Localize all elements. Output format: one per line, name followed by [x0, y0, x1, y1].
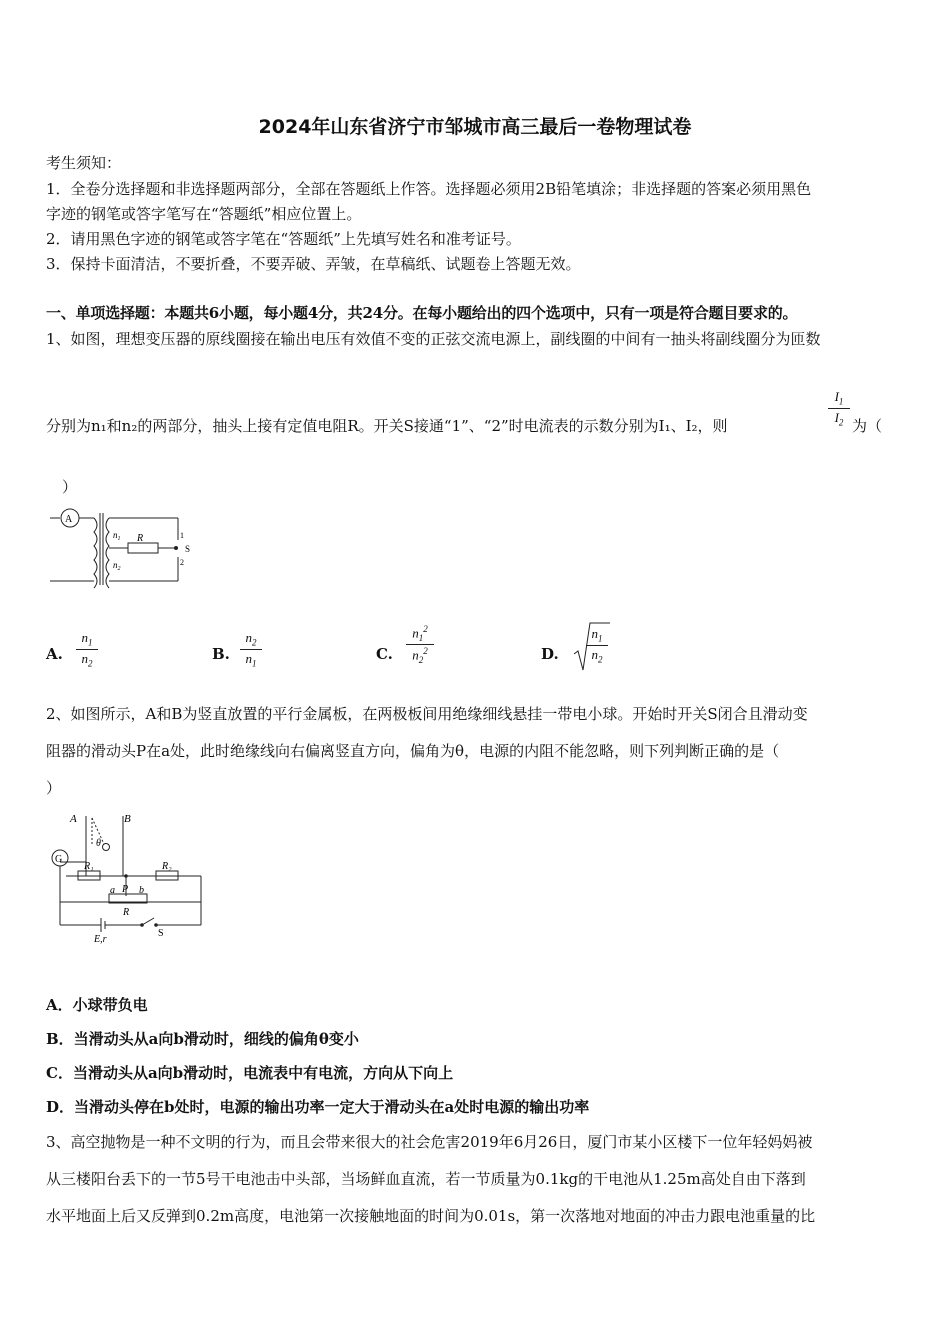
section-heading: 一、单项选择题：本题共6小题，每小题4分，共24分。在每小题给出的四个选项中，只有一项是符合题目要求的。 [46, 304, 798, 322]
svg-text:R: R [123, 907, 130, 918]
notice-item-2: 2．请用黑色字迹的钢笔或答字笔在“答题纸”上先填写姓名和准考证号。 [46, 230, 521, 248]
q2-option-a[interactable]: A．小球带负电 [46, 996, 148, 1014]
q1-option-a-value: $n_1$ $n_2$ [76, 630, 98, 668]
svg-text:A: A [70, 813, 77, 825]
q1-option-c-label[interactable]: C. [376, 645, 393, 663]
q1-option-d-value: $n_1$ $n_2$ [586, 626, 608, 664]
q1-stem-tail: 为（ [852, 417, 883, 435]
notice-item-1-cont: 字迹的钢笔或答字笔写在“答题纸”相应位置上。 [46, 205, 362, 223]
q1-close-paren: ） [62, 478, 78, 496]
q1-option-b-label[interactable]: B. [212, 645, 230, 663]
svg-text:2: 2 [180, 558, 184, 567]
q3-stem-line2: 从三楼阳台丢下的一节5号干电池击中头部，当场鲜血直流，若一节质量为0.1kg的干电池从1.25m高处自由下落到 [46, 1170, 806, 1188]
notice-heading: 考生须知： [46, 154, 122, 172]
svg-text:θ: θ [96, 838, 101, 849]
svg-text:b: b [139, 885, 144, 896]
q3-stem-line1: 3、高空抛物是一种不文明的行为，而且会带来很大的社会危害2019年6月26日，厦门市某小区楼下一位年轻妈妈被 [46, 1133, 813, 1151]
resistor-r [128, 543, 158, 553]
q1-current-ratio: $I_1$ $I_2$ [828, 389, 850, 427]
notice-item-1: 1．全卷分选择题和非选择题两部分，全部在答题纸上作答。选择题必须用2B铅笔填涂；非选择题的答案必须用黑色 [46, 180, 812, 198]
q1-option-d-label[interactable]: D. [541, 645, 559, 663]
q2-circuit-diagram [46, 810, 211, 945]
svg-text:a: a [110, 885, 115, 896]
q2-close-paren: ） [46, 779, 62, 797]
svg-text:S: S [185, 544, 191, 554]
q1-stem-line1: 1、如图，理想变压器的原线圈接在输出电压有效值不变的正弦交流电源上，副线圈的中间有一抽头将副线圈分为匝数 [46, 330, 821, 348]
q1-option-c-value: $n_1^2$ $n_2^2$ [406, 624, 434, 665]
q2-option-b[interactable]: B．当滑动头从a向b滑动时，细线的偏角θ变小 [46, 1030, 359, 1048]
q1-transformer-diagram [46, 505, 196, 590]
svg-text:n2: $n_2$ [113, 560, 121, 572]
svg-text:S: S [158, 928, 164, 939]
svg-text:A: A [65, 514, 73, 525]
svg-text:R: R [137, 533, 144, 544]
q1-option-a-label[interactable]: A. [46, 645, 63, 663]
svg-text:B: B [124, 813, 131, 825]
svg-text:n1: $n_1$ [113, 530, 121, 542]
svg-text:R₁: R₁ [84, 861, 94, 872]
page-title: 2024年山东省济宁市邹城市高三最后一卷物理试卷 [258, 116, 692, 138]
q2-option-d[interactable]: D．当滑动头停在b处时，电源的输出功率一定大于滑动头在a处时电源的输出功率 [46, 1098, 590, 1116]
q2-option-c[interactable]: C．当滑动头从a向b滑动时，电流表中有电流，方向从下向上 [46, 1064, 454, 1082]
q3-stem-line3: 水平地面上后又反弹到0.2m高度，电池第一次接触地面的时间为0.01s，第一次落地对地面的冲击力跟电池重量的比 [46, 1207, 816, 1225]
svg-text:G: G [55, 854, 63, 865]
svg-text:1: 1 [180, 531, 184, 540]
svg-text:P: P [122, 884, 129, 895]
notice-item-3: 3．保持卡面清洁，不要折叠，不要弄破、弄皱，在草稿纸、试题卷上答题无效。 [46, 255, 581, 273]
svg-text:E,r: E,r [94, 934, 107, 945]
q1-option-b-value: $n_2$ $n_1$ [240, 630, 262, 668]
q2-stem-line1: 2、如图所示，A和B为竖直放置的平行金属板，在两极板间用绝缘细线悬挂一带电小球。开始时开关S闭合且滑动变 [46, 705, 808, 723]
q2-stem-line2: 阻器的滑动头P在a处，此时绝缘线向右偏离竖直方向，偏角为θ，电源的内阻不能忽略，则下列判断正确的是（ [46, 742, 780, 760]
svg-text:R₂: R₂ [162, 861, 172, 872]
q1-stem-line2: 分别为n₁和n₂的两部分，抽头上接有定值电阻R。开关S接通“1”、“2”时电流表的示数分别为I₁、I₂，则 [46, 417, 728, 435]
